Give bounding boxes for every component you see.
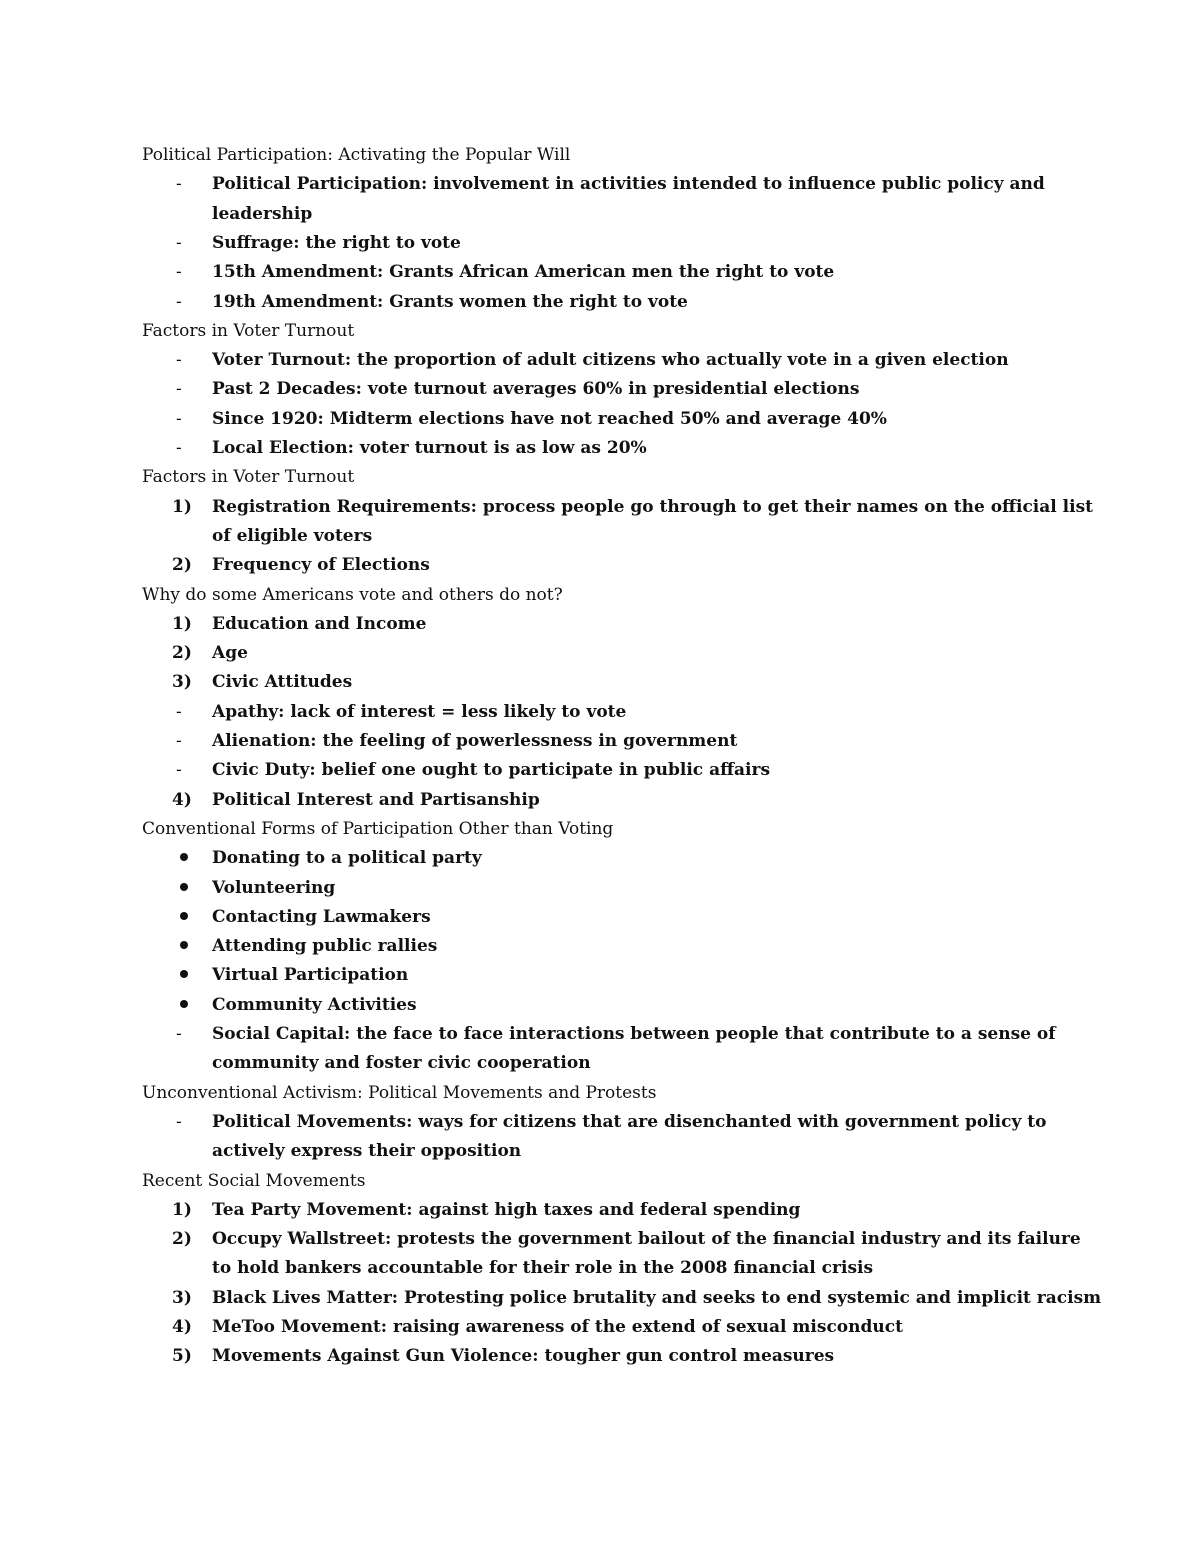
section-heading: Recent Social Movements [142, 1171, 366, 1191]
dash-marker: - [176, 350, 182, 370]
number-marker: 5) [172, 1346, 192, 1366]
list-item-text: Occupy Wallstreet: protests the government bailout of the financial industry and its failure [212, 1229, 1081, 1249]
dash-marker: - [176, 174, 182, 194]
list-item-text: Since 1920: Midterm elections have not reached 50% and average 40% [212, 409, 887, 429]
number-marker: 2) [172, 1229, 192, 1249]
list-item-text: Donating to a political party [212, 848, 482, 868]
list-item-text: Virtual Participation [212, 965, 409, 985]
list-item-text: Alienation: the feeling of powerlessness in government [212, 731, 738, 751]
list-item-text: Apathy: lack of interest = less likely to vote [212, 702, 627, 722]
list-item-text: Movements Against Gun Violence: tougher gun control measures [212, 1346, 835, 1366]
section-heading: Conventional Forms of Participation Other than Voting [142, 819, 614, 839]
bullet-icon [172, 961, 202, 990]
number-marker: 2) [172, 555, 192, 575]
list-item-text: leadership [212, 204, 313, 224]
list-item-text: Contacting Lawmakers [212, 907, 431, 927]
bullet-icon [172, 874, 202, 903]
bullet-dot-icon [180, 853, 188, 861]
list-item-text: Political Participation: involvement in activities intended to influence public policy and [212, 174, 1045, 194]
list-item-text: Local Election: voter turnout is as low as 20% [212, 438, 647, 458]
list-item-text: Community Activities [212, 995, 417, 1015]
number-marker: 4) [172, 790, 192, 810]
dash-marker: - [176, 1024, 182, 1044]
list-item-text: Registration Requirements: process people go through to get their names on the official list [212, 497, 1093, 517]
list-item-text: Civic Duty: belief one ought to participate in public affairs [212, 760, 771, 780]
dash-marker: - [176, 292, 182, 312]
list-item-text: Education and Income [212, 614, 427, 634]
bullet-dot-icon [180, 941, 188, 949]
list-item-text: Political Movements: ways for citizens that are disenchanted with government policy to [212, 1112, 1047, 1132]
list-item-text: Tea Party Movement: against high taxes and federal spending [212, 1200, 801, 1220]
section-heading: Why do some Americans vote and others do not? [142, 585, 563, 605]
number-marker: 1) [172, 1200, 192, 1220]
section-heading: Factors in Voter Turnout [142, 321, 355, 341]
list-item-text: Age [212, 643, 248, 663]
list-item-text: Social Capital: the face to face interactions between people that contribute to a sense of [212, 1024, 1056, 1044]
list-item-text: Voter Turnout: the proportion of adult citizens who actually vote in a given election [212, 350, 1009, 370]
dash-marker: - [176, 731, 182, 751]
number-marker: 3) [172, 672, 192, 692]
bullet-dot-icon [180, 912, 188, 920]
dash-marker: - [176, 262, 182, 282]
dash-marker: - [176, 702, 182, 722]
bullet-icon [172, 991, 202, 1020]
list-item-text: Frequency of Elections [212, 555, 430, 575]
list-item-text: 15th Amendment: Grants African American men the right to vote [212, 262, 835, 282]
bullet-icon [172, 932, 202, 961]
list-item-text: Volunteering [212, 878, 336, 898]
section-heading: Political Participation: Activating the Popular Will [142, 145, 571, 165]
list-item-text: MeToo Movement: raising awareness of the extend of sexual misconduct [212, 1317, 903, 1337]
number-marker: 3) [172, 1288, 192, 1308]
bullet-dot-icon [180, 970, 188, 978]
list-item-text: Attending public rallies [212, 936, 438, 956]
bullet-icon [172, 844, 202, 873]
dash-marker: - [176, 379, 182, 399]
number-marker: 4) [172, 1317, 192, 1337]
number-marker: 1) [172, 497, 192, 517]
dash-marker: - [176, 1112, 182, 1132]
list-item-text: community and foster civic cooperation [212, 1053, 591, 1073]
section-heading: Factors in Voter Turnout [142, 467, 355, 487]
list-item-text: of eligible voters [212, 526, 373, 546]
dash-marker: - [176, 233, 182, 253]
list-item-text: 19th Amendment: Grants women the right to vote [212, 292, 688, 312]
list-item-text: actively express their opposition [212, 1141, 522, 1161]
list-item-text: Political Interest and Partisanship [212, 790, 540, 810]
list-item-text: Black Lives Matter: Protesting police brutality and seeks to end systemic and implicit racism [212, 1288, 1102, 1308]
bullet-icon [172, 903, 202, 932]
bullet-dot-icon [180, 1000, 188, 1008]
list-item-text: Civic Attitudes [212, 672, 353, 692]
dash-marker: - [176, 409, 182, 429]
list-item-text: to hold bankers accountable for their role in the 2008 financial crisis [212, 1258, 874, 1278]
list-item-text: Suffrage: the right to vote [212, 233, 461, 253]
list-item-text: Past 2 Decades: vote turnout averages 60% in presidential elections [212, 379, 860, 399]
bullet-dot-icon [180, 883, 188, 891]
dash-marker: - [176, 760, 182, 780]
dash-marker: - [176, 438, 182, 458]
number-marker: 1) [172, 614, 192, 634]
section-heading: Unconventional Activism: Political Movements and Protests [142, 1083, 657, 1103]
number-marker: 2) [172, 643, 192, 663]
